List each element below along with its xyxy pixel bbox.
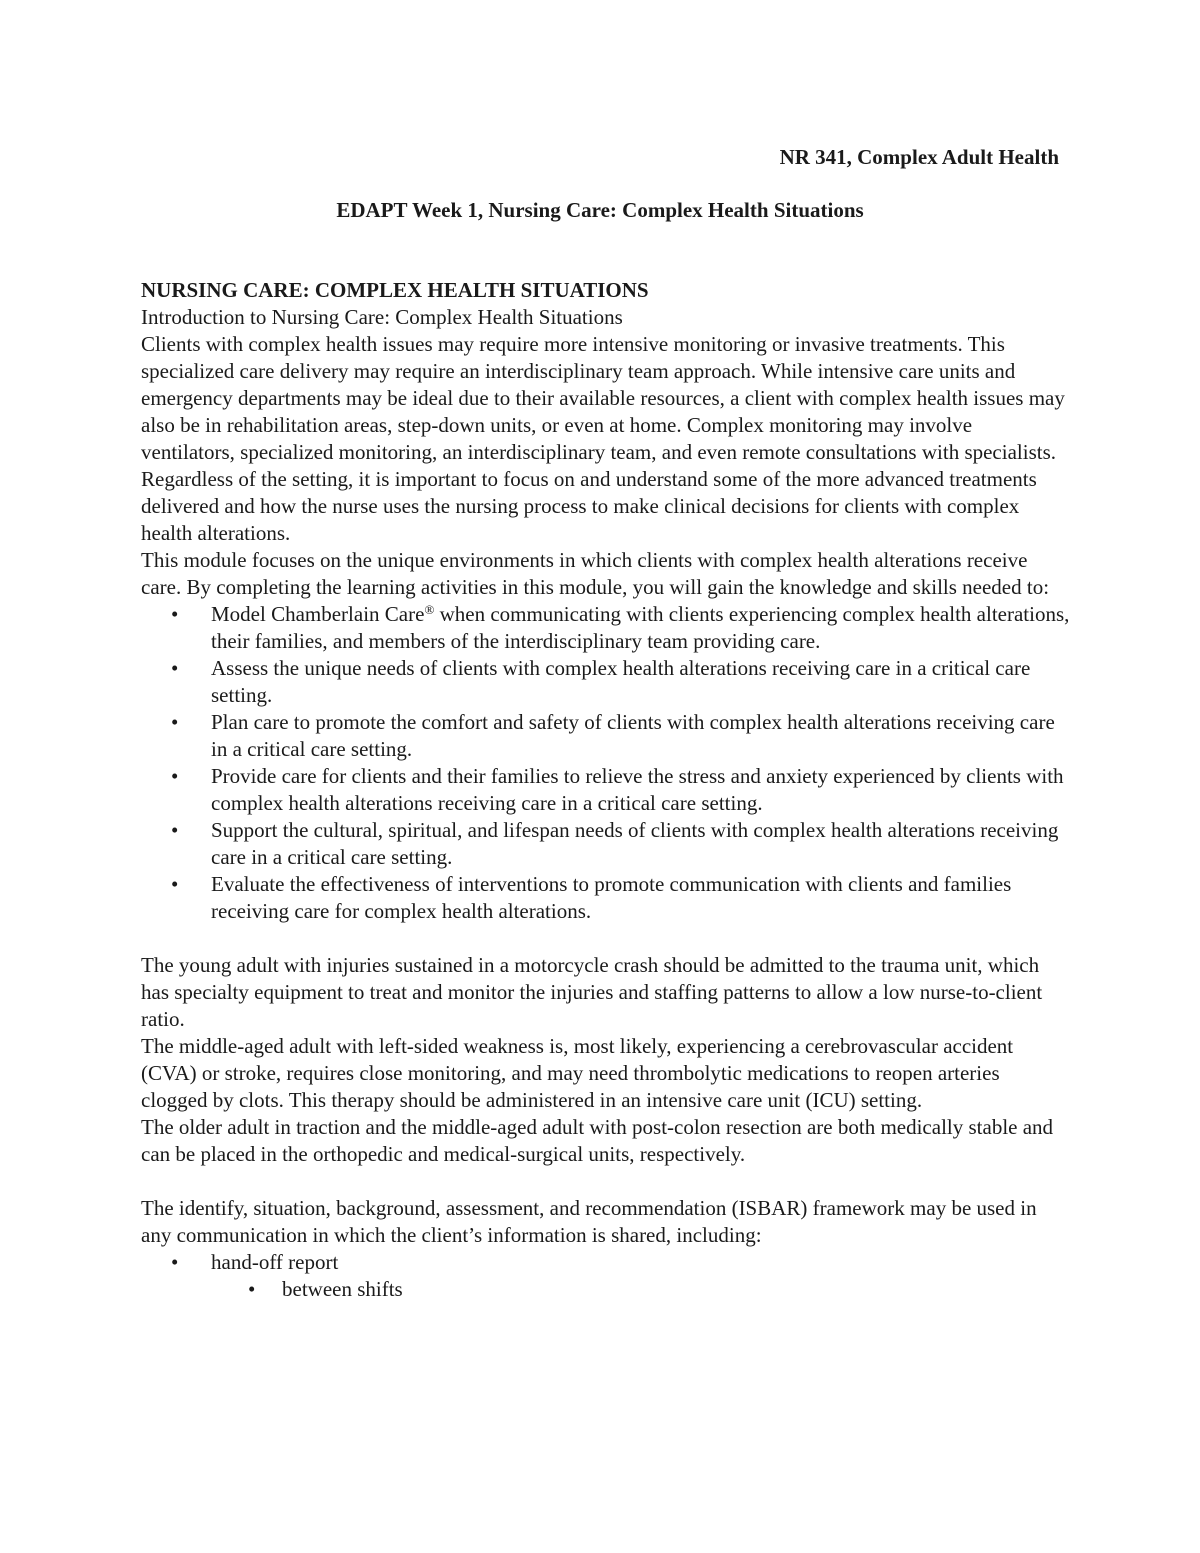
objective-item bbox=[141, 601, 1071, 655]
intro-paragraph: Clients with complex health issues may require more intensive monitoring or invasive treatments. This specialized care delivery may require an interdisciplinary team approach. While intensive care units and emergency departments may be ideal due to their available resources, a client with complex health issues may also be in rehabilitation areas, step-down units, or even at home. Complex monitoring may involve ventilators, specialized monitoring, an interdisciplinary team, and even remote consultations with specialists. Regardless of the setting, it is important to focus on and understand some of the more advanced treatments delivered and how the nurse uses the nursing process to make clinical decisions for clients with complex health alterations. bbox=[141, 332, 1065, 545]
registered-mark: ® bbox=[424, 602, 435, 617]
objective-item: • Assess the unique needs of clients with complex health alterations receiving care in a critical care setting. bbox=[141, 655, 1071, 709]
objective-text: when communicating with clients experiencing complex health alterations, their families, and members of the interdisciplinary team providing care. bbox=[211, 602, 1070, 653]
objective-item: • Plan care to promote the comfort and safety of clients with complex health alterations receiving care in a critical care setting. bbox=[141, 709, 1071, 763]
isbar-item: • hand-off report bbox=[141, 1249, 1071, 1276]
case-paragraph-trauma: The young adult with injuries sustained in a motorcycle crash should be admitted to the trauma unit, which has specialty equipment to treat and monitor the injuries and staffing patterns to allow a low nurse-to-client ratio. bbox=[141, 953, 1043, 1031]
isbar-list bbox=[141, 1249, 1071, 1276]
isbar-paragraph: The identify, situation, background, assessment, and recommendation (ISBAR) framework may be used in any communication in which the client’s information is shared, including: bbox=[141, 1196, 1037, 1247]
paragraph-gap bbox=[141, 925, 1071, 952]
document-title: EDAPT Week 1, Nursing Care: Complex Health Situations bbox=[336, 198, 864, 222]
intro-title: Introduction to Nursing Care: Complex Health Situations bbox=[141, 305, 623, 329]
case-paragraph-stroke: The middle-aged adult with left-sided weakness is, most likely, experiencing a cerebrovascular accident (CVA) or stroke, requires close monitoring, and may need thrombolytic medications to reopen arteries clogged by clots. This therapy should be administered in an intensive care unit (ICU) setting. bbox=[141, 1034, 1014, 1112]
objective-item: • Provide care for clients and their families to relieve the stress and anxiety experienced by clients with complex health alterations receiving care in a critical care setting. bbox=[141, 763, 1071, 817]
isbar-sublist bbox=[141, 1276, 1071, 1303]
objective-item: • Support the cultural, spiritual, and lifespan needs of clients with complex health alterations receiving care in a critical care setting. bbox=[141, 817, 1071, 871]
case-paragraph-stable: The older adult in traction and the middle-aged adult with post-colon resection are both medically stable and can be placed in the orthopedic and medical-surgical units, respectively. bbox=[141, 1115, 1054, 1166]
module-paragraph: This module focuses on the unique environments in which clients with complex health alterations receive care. By completing the learning activities in this module, you will gain the knowledge and skills needed to: bbox=[141, 548, 1050, 599]
isbar-subitem: • between shifts bbox=[141, 1276, 1071, 1303]
course-code-header: NR 341, Complex Adult Health bbox=[779, 145, 1059, 169]
objective-text: Model Chamberlain Care bbox=[211, 602, 425, 626]
objectives-list bbox=[141, 601, 1071, 925]
document-body bbox=[141, 277, 1071, 1303]
paragraph-gap bbox=[141, 1168, 1071, 1195]
objective-item: • Evaluate the effectiveness of interventions to promote communication with clients and families receiving care for complex health alterations. bbox=[141, 871, 1071, 925]
section-heading: NURSING CARE: COMPLEX HEALTH SITUATIONS bbox=[141, 278, 649, 302]
